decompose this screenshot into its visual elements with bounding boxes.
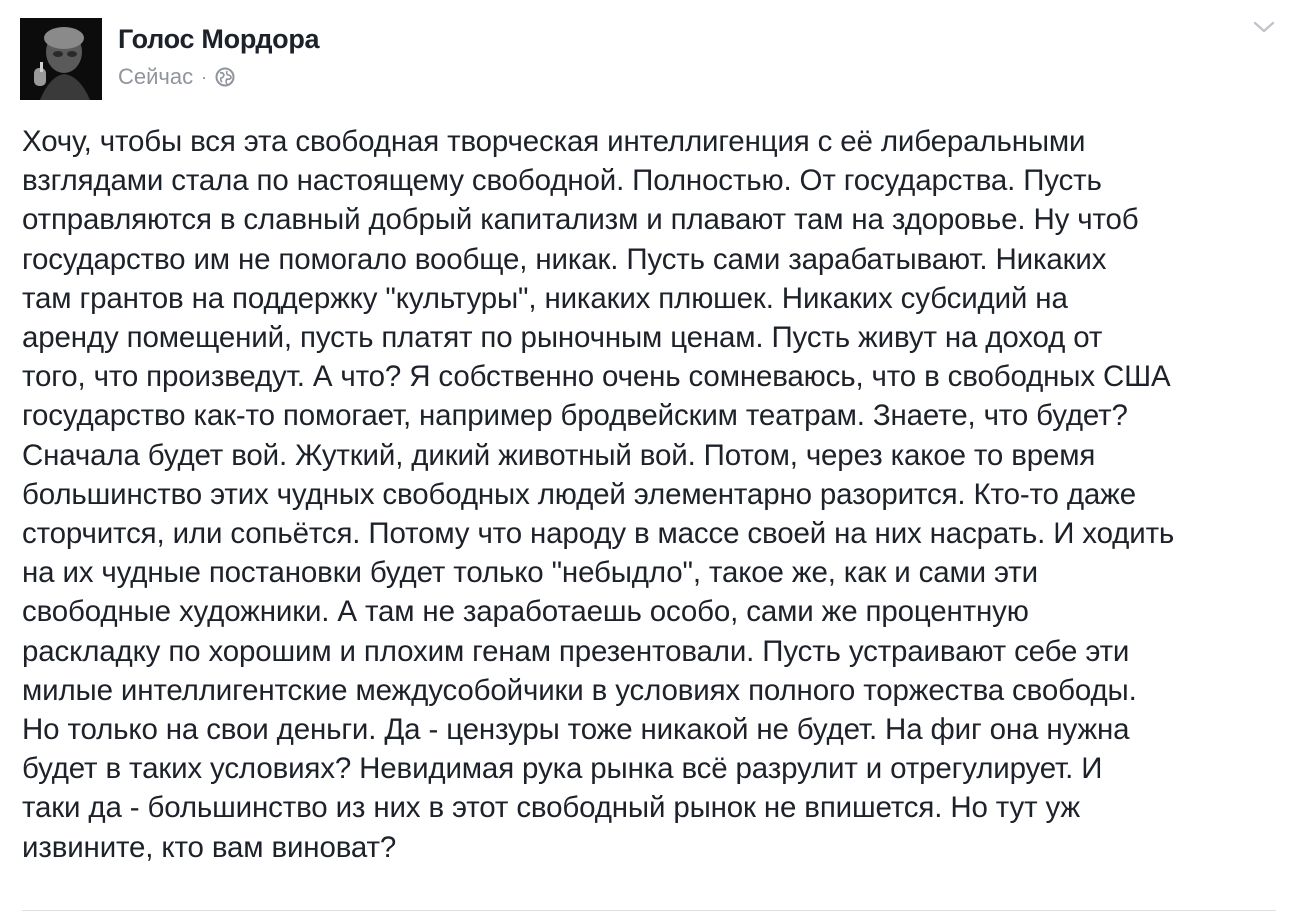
avatar[interactable] (20, 18, 102, 100)
post-body: Хочу, чтобы вся эта свободная творческая интеллигенция с её либеральными взглядами стала по настоящему свободной. Полностью. От государства. Пусть отправляются в славный добрый капитализм и плавают там на здоровье. Ну чтоб государство им не помогало вообще, никак. Пусть сами зарабатывают. Никаких там грантов на поддержку "культуры", никаких плюшек. Никаких субсидий на аренду помещений, пусть платят по рыночным ценам. Пусть живут на доход от того, что произведут. А что? Я собственно очень сомневаюсь, что в свободных США государство как-то помогает, например бродвейским театрам. Знаете, что будет? Сначала будет вой. Жуткий, дикий животный вой. Потом, через какое то время большинство этих чудных свободных людей элементарно разорится. Кто-то даже сторчится, или сопьётся. Потому что народу в массе своей на них насрать. И ходить на их чудные постановки будет только "небыдло", такое же, как и сами эти свободные художники. А там не заработаешь особо, сами же процентную раскладку по хорошим и плохим генам презентовали. Пусть устраивают себе эти милые интеллигентские междусобойчики в условиях полного торжества свободы. Но только на свои деньги. Да - цензуры тоже никакой не будет. На фиг она нужна будет в таких условиях? Невидимая рука рынка всё разрулит и отрегулирует. И таки да - большинство из них в этот свободный рынок не впишется. Но тут уж извините, кто вам виноват? (22, 125, 1175, 864)
globe-icon[interactable] (215, 67, 235, 87)
post-author[interactable]: Голос Мордора (118, 24, 320, 54)
divider (22, 910, 1276, 911)
avatar-photo (20, 18, 102, 100)
post-meta (118, 64, 235, 90)
chevron-down-icon[interactable] (1252, 18, 1276, 36)
post-timestamp[interactable]: Сейчас (118, 64, 194, 89)
meta-separator: · (201, 66, 208, 87)
